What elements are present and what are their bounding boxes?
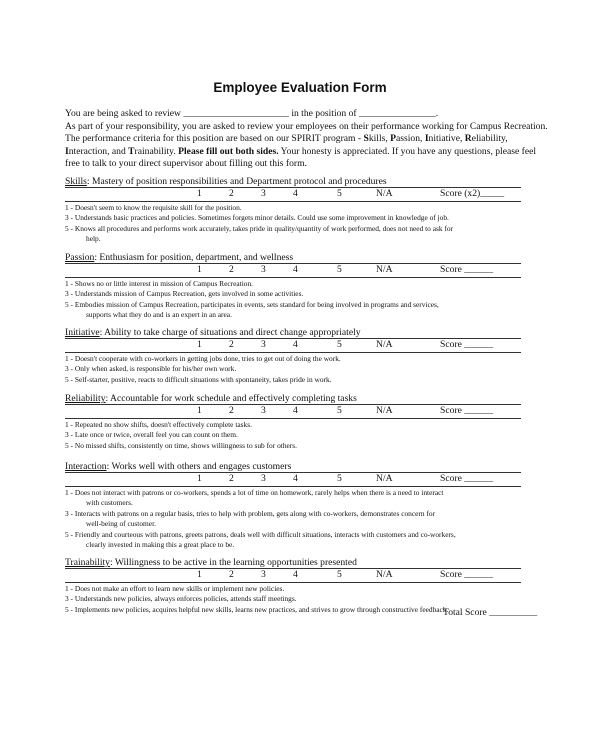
list-item: 3 - Interacts with patrons on a regular basis, tries to help with problem, gets along with co-workers, demonstrates concern for [65, 508, 436, 518]
rating-na[interactable]: N/A [376, 188, 393, 199]
rating-5[interactable]: 5 [337, 569, 342, 580]
rating-1[interactable]: 1 [197, 264, 202, 275]
section-title: Interaction: Works well with others and engages customers [65, 461, 292, 472]
rating-3[interactable]: 3 [261, 339, 266, 350]
rating-1[interactable]: 1 [197, 473, 202, 484]
rating-scale [65, 263, 521, 278]
rating-5[interactable]: 5 [337, 188, 342, 199]
list-item-continuation: well-being of customer. [86, 519, 156, 529]
rating-2[interactable]: 2 [229, 569, 234, 580]
rating-5[interactable]: 5 [337, 339, 342, 350]
rating-3[interactable]: 3 [261, 405, 266, 416]
list-item: 3 - Only when asked, is responsible for his/her own work. [65, 364, 237, 374]
section-skills [65, 176, 521, 245]
intro-line: You are being asked to review ______________________ in the position of ________________. [65, 108, 439, 119]
list-item: 1 - Does not interact with patrons or co-workers, spends a lot of time on homework, rarely helps when there is a need to interact [65, 488, 444, 497]
rating-4[interactable]: 4 [293, 569, 298, 580]
intro-paragraph [65, 108, 550, 171]
rating-1[interactable]: 1 [197, 339, 202, 350]
rating-3[interactable]: 3 [261, 264, 266, 275]
intro-line: Interaction, and Trainability. Please fill out both sides. Your honesty is appreciated. If you have any questions, please feel [65, 145, 537, 157]
criteria-list [65, 487, 521, 550]
rating-scale [65, 472, 521, 487]
criteria-list [65, 419, 521, 451]
rating-scale [65, 338, 521, 353]
intro-line: The performance criteria for this position are based on our SPIRIT program - Skills, Passion, Initiative, Reliability, [65, 133, 508, 145]
rating-na[interactable]: N/A [376, 569, 393, 580]
rating-3[interactable]: 3 [261, 569, 266, 580]
section-passion [65, 252, 521, 321]
list-item-continuation: with customers. [86, 498, 133, 508]
list-item: 5 - Friendly and courteous with patrons, greets patrons, deals well with difficult situations, interacts with customers and co-workers, [65, 529, 456, 539]
list-item: 1 - Doesn't seem to know the requisite skill for the position. [65, 203, 242, 212]
rating-4[interactable]: 4 [293, 473, 298, 484]
list-item-continuation: help. [86, 234, 101, 244]
section-title: Trainability: Willingness to be active in the learning opportunities presented [65, 557, 357, 568]
criteria-list [65, 353, 521, 385]
rating-3[interactable]: 3 [261, 188, 266, 199]
list-item: 3 - Understands new policies, always enforces policies, attends staff meetings. [65, 594, 297, 604]
rating-3[interactable]: 3 [261, 473, 266, 484]
page-title: Employee Evaluation Form [213, 80, 387, 95]
rating-scale [65, 568, 521, 583]
criteria-list [65, 278, 521, 321]
rating-5[interactable]: 5 [337, 264, 342, 275]
section-title: Skills: Mastery of position responsibilities and Department protocol and procedures [65, 176, 387, 187]
rating-scale [65, 187, 521, 202]
list-item: 3 - Late once or twice, overall feel you can count on them. [65, 430, 238, 440]
score-field[interactable]: Score ______ [440, 339, 494, 350]
list-item: 1 - Does not make an effort to learn new skills or implement new policies. [65, 584, 285, 593]
rating-scale [65, 404, 521, 419]
list-item: 1 - Repeated no show shifts, doesn't effectively complete tasks. [65, 420, 252, 429]
rating-4[interactable]: 4 [293, 405, 298, 416]
total-score-field[interactable]: Total Score __________ [443, 607, 538, 618]
list-item: 1 - Doesn't cooperate with co-workers in getting jobs done, tries to get out of doing the work. [65, 354, 341, 363]
rating-4[interactable]: 4 [293, 264, 298, 275]
list-item: 3 - Understands mission of Campus Recreation, gets involved in some activities. [65, 289, 304, 299]
list-item: 5 - Implements new policies, acquires helpful new skills, learns new practices, and strives to grow through constructive feedback. [65, 604, 449, 614]
criteria-list [65, 202, 521, 245]
section-title: Initiative: Ability to take charge of situations and direct change appropriately [65, 327, 361, 338]
list-item: 5 - No missed shifts, consistently on time, shows willingness to sub for others. [65, 440, 297, 450]
score-field[interactable]: Score ______ [440, 473, 494, 484]
rating-na[interactable]: N/A [376, 473, 393, 484]
rating-1[interactable]: 1 [197, 569, 202, 580]
score-field[interactable]: Score ______ [440, 264, 494, 275]
section-reliability [65, 393, 521, 451]
section-title: Reliability: Accountable for work schedule and effectively completing tasks [65, 393, 357, 404]
rating-2[interactable]: 2 [229, 264, 234, 275]
rating-1[interactable]: 1 [197, 405, 202, 416]
score-field[interactable]: Score ______ [440, 405, 494, 416]
rating-5[interactable]: 5 [337, 473, 342, 484]
list-item: 5 - Embodies mission of Campus Recreation, participates in events, sets standard for being involved in programs and services, [65, 299, 439, 309]
rating-1[interactable]: 1 [197, 188, 202, 199]
list-item: 5 - Self-starter, positive, reacts to difficult situations with spontaneity, takes pride in work. [65, 374, 332, 384]
rating-4[interactable]: 4 [293, 339, 298, 350]
rating-4[interactable]: 4 [293, 188, 298, 199]
section-title: Passion: Enthusiasm for position, department, and wellness [65, 252, 294, 263]
section-initiative [65, 327, 521, 385]
list-item: 1 - Shows no or little interest in mission of Campus Recreation. [65, 279, 254, 288]
rating-5[interactable]: 5 [337, 405, 342, 416]
rating-2[interactable]: 2 [229, 339, 234, 350]
rating-na[interactable]: N/A [376, 405, 393, 416]
section-interaction [65, 461, 521, 550]
rating-2[interactable]: 2 [229, 188, 234, 199]
list-item-continuation: clearly invested in making this a great place to be. [86, 540, 235, 550]
rating-na[interactable]: N/A [376, 264, 393, 275]
rating-na[interactable]: N/A [376, 339, 393, 350]
list-item-continuation: supports what they do and is an expert in an area. [86, 310, 232, 320]
rating-2[interactable]: 2 [229, 405, 234, 416]
score-field[interactable]: Score ______ [440, 569, 494, 580]
score-field[interactable]: Score (x2)_____ [440, 188, 505, 199]
list-item: 3 - Understands basic practices and policies. Sometimes forgets minor details. Could use some improvement in knowledge of job. [65, 213, 449, 223]
intro-line: As part of your responsibility, you are asked to review your employees on their performance working for Campus Recreation. [65, 120, 548, 132]
rating-2[interactable]: 2 [229, 473, 234, 484]
list-item: 5 - Knows all procedures and performs work accurately, takes pride in quality/quantity of work performed, does not need to ask for [65, 223, 454, 233]
intro-line: free to talk to your direct supervisor about filling out this form. [65, 158, 307, 170]
